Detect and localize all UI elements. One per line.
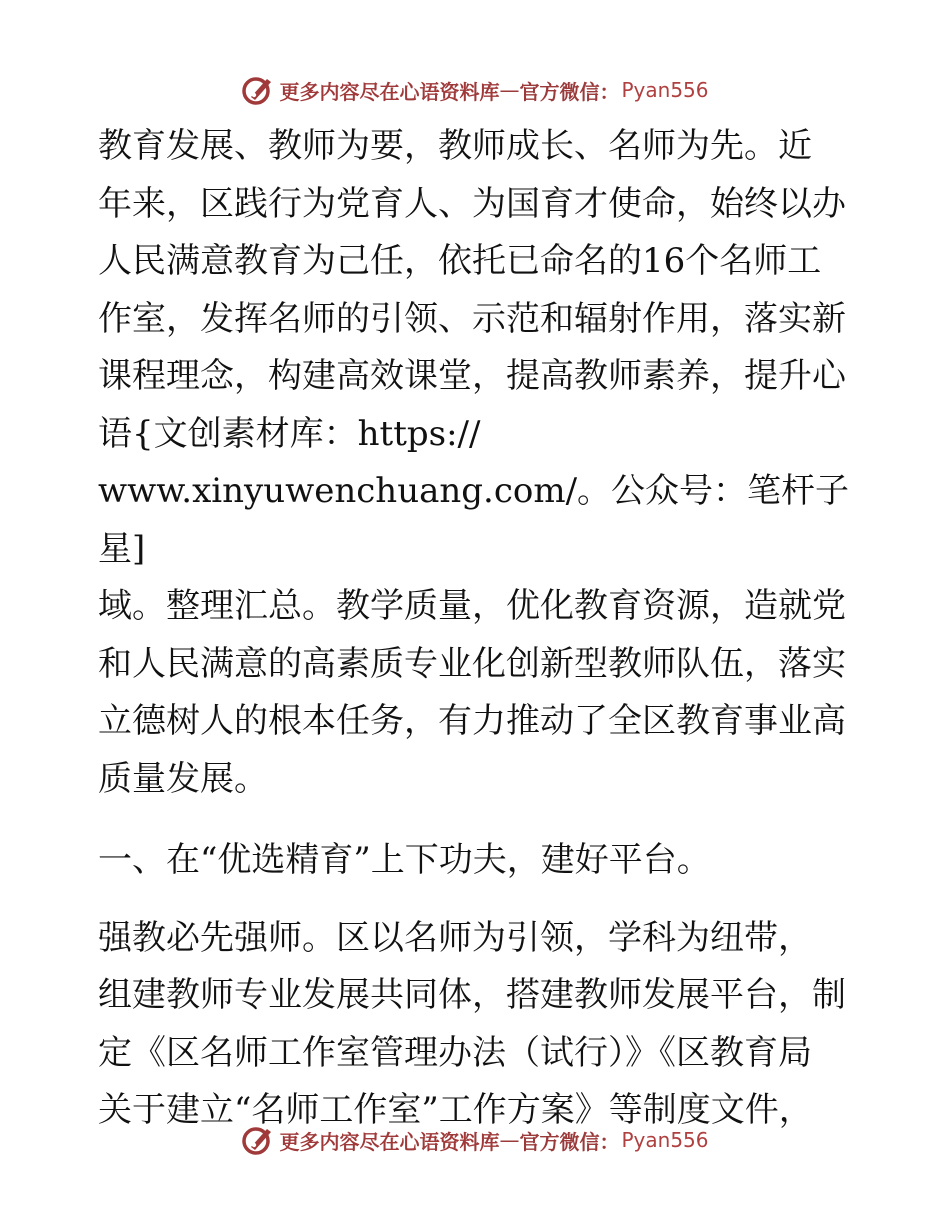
text-line: 强教必先强师。区以名师为引领，学科为纽带， xyxy=(98,917,812,958)
footer-banner xyxy=(0,1122,950,1158)
text-line: 和人民满意的高素质专业化创新型教师队伍，落实 xyxy=(98,643,846,684)
header-banner xyxy=(0,72,950,108)
text-line: 作室，发挥名师的引领、示范和辐射作用，落实新 xyxy=(98,298,846,339)
banner-dash: — xyxy=(499,1128,520,1152)
banner-dash: — xyxy=(499,78,520,102)
text-line: 质量发展。 xyxy=(98,758,268,799)
section-heading-1: 一、在“优选精育”上下功夫，建好平台。 xyxy=(98,840,711,880)
text-line: 年来，区践行为党育人、为国育才使命，始终以办 xyxy=(98,183,846,224)
text-line: www.xinyuwenchuang.com/。公众号：笔杆子星] xyxy=(98,471,850,569)
text-line: 立德树人的根本任务，有力推动了全区教育事业高 xyxy=(98,701,846,741)
pen-logo-icon xyxy=(241,73,275,107)
text-line: 教育发展、教师为要，教师成长、名师为先。近 xyxy=(98,126,812,166)
banner-main-text: 更多内容尽在心语资料库 xyxy=(279,79,500,104)
text-line: 语{文创素材库：https:// xyxy=(98,413,481,454)
paragraph-2 xyxy=(98,910,850,1140)
banner-official-label: 官方微信： xyxy=(519,79,620,104)
text-line: 定《区名师工作室管理办法（试行）》《区教育局 xyxy=(98,1032,812,1073)
document-body xyxy=(98,118,850,1140)
banner-wechat-id: Pyan556 xyxy=(621,78,709,102)
banner-wechat-id: Pyan556 xyxy=(621,1128,709,1152)
paragraph-1 xyxy=(98,118,850,808)
pen-logo-icon xyxy=(241,1123,275,1157)
text-line: 课程理念，构建高效课堂，提高教师素养，提升心 xyxy=(98,356,846,396)
text-line: 关于建立“名师工作室”工作方案》等制度文件， xyxy=(98,1090,813,1130)
text-line: 人民满意教育为己任，依托已命名的16个名师工 xyxy=(98,241,822,281)
banner-main-text: 更多内容尽在心语资料库 xyxy=(279,1129,500,1154)
text-line: 域。整理汇总。教学质量，优化教育资源，造就党 xyxy=(98,586,846,626)
text-line: 组建教师专业发展共同体，搭建教师发展平台，制 xyxy=(98,975,846,1015)
banner-official-label: 官方微信： xyxy=(519,1129,620,1154)
